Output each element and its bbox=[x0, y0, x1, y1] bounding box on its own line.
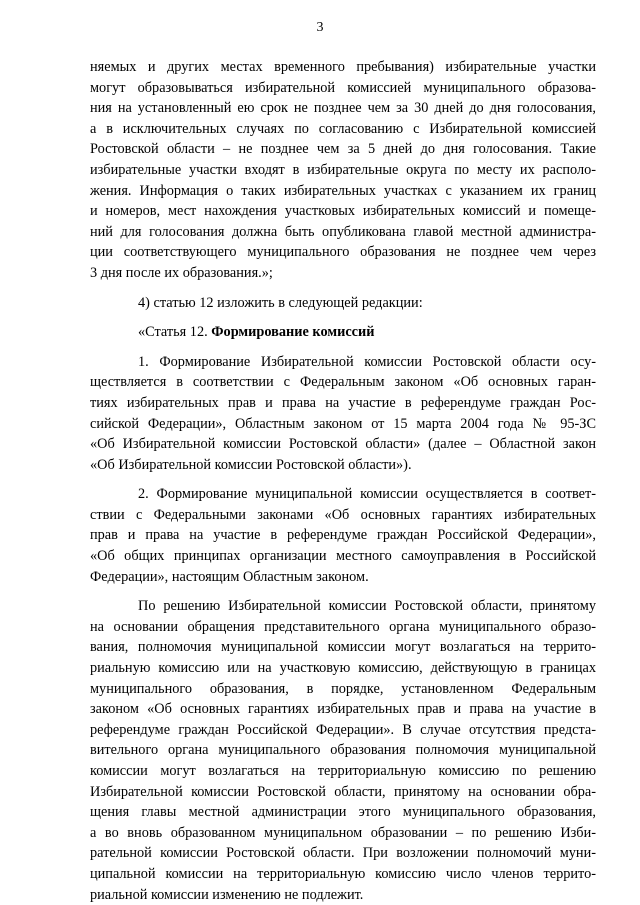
text-line: 1. Формирование Избирательной комиссии Ростовской области осу- bbox=[138, 353, 596, 370]
text-line: «Об Избирательной комиссии Ростовской области»). bbox=[90, 456, 412, 473]
paragraph-clause-1 bbox=[90, 352, 596, 476]
text-line: а во вновь образованном муниципальном образовании – по решению Изби- bbox=[90, 824, 596, 841]
text-line: «Об Избирательной комиссии Ростовской области» (далее – Областной закон bbox=[90, 436, 596, 453]
text-line: вительного органа муниципального образования полномочия муниципальной bbox=[90, 742, 596, 759]
text-line: референдуме граждан Российской Федерации». В случае отсутствия предста- bbox=[90, 721, 596, 738]
text-line: рательной комиссии Ростовской области. При возложении полномочий муни- bbox=[90, 845, 596, 862]
text-line: ствии с Федеральными законами «Об основных гарантиях избирательных bbox=[90, 506, 596, 523]
text-line: «Об общих принципах организации местного самоуправления в Российской bbox=[90, 548, 596, 565]
article-title: Формирование комиссий bbox=[211, 324, 375, 341]
text-line: Избирательной комиссии Ростовской области, принятому на основании обра- bbox=[90, 783, 596, 800]
text-line: жения. Информация о таких избирательных участках с указанием их границ bbox=[90, 182, 596, 199]
text-line: щения главы местной администрации этого муниципального образования, bbox=[90, 804, 596, 821]
text-line: и номеров, мест нахождения участковых избирательных комиссий и помеще- bbox=[90, 203, 596, 220]
text-line: вания, полномочия муниципальной комиссии могут возлагаться на террито- bbox=[90, 639, 596, 656]
text-line: могут образовываться избирательной комиссией муниципального образова- bbox=[90, 79, 596, 96]
text-line: а в исключительных случаях по согласованию с Избирательной комиссией bbox=[90, 120, 596, 137]
text-line: 3 дня после их образования.»; bbox=[90, 264, 273, 281]
text-line: няемых и других местах временного пребывания) избирательные участки bbox=[90, 59, 596, 75]
text-line: риальную комиссию или на участковую комиссию, действующую в границах bbox=[90, 660, 596, 677]
text-line: ципальной комиссии на территориальную комиссию число членов террито- bbox=[90, 865, 596, 882]
paragraph-polling-stations bbox=[90, 57, 596, 284]
text-line: муниципального образования, в порядке, установленном Федеральным bbox=[90, 680, 596, 697]
text-line: Федерации», настоящим Областным законом. bbox=[90, 568, 369, 585]
text-line: 4) статью 12 изложить в следующей редакции: bbox=[138, 294, 423, 311]
text-line: ществляется в соответствии с Федеральным законом «Об основных гаран- bbox=[90, 374, 596, 391]
text-line: По решению Избирательной комиссии Ростовской области, принятому bbox=[138, 598, 596, 615]
text-line: законом «Об основных гарантиях избирательных прав и права на участие в bbox=[90, 701, 596, 718]
text-line: комиссии могут возлагаться на территориальную комиссию по решению bbox=[90, 763, 596, 779]
text-line: ции соответствующего муниципального образования не позднее чем через bbox=[90, 244, 596, 261]
text-line: прав и права на участие в референдуме граждан Российской Федерации», bbox=[90, 527, 596, 544]
document-body bbox=[90, 57, 596, 905]
paragraph-delegation bbox=[90, 596, 596, 905]
text-line: сийской Федерации», Областным законом от 15 марта 2004 года № 95-ЗС bbox=[90, 415, 596, 432]
text-line: Ростовской области – не позднее чем за 5 дней до дня голосования. Такие bbox=[90, 141, 596, 158]
text-line: ний для голосования должна быть опубликована главой местной администра- bbox=[90, 223, 596, 240]
paragraph-clause-2 bbox=[90, 484, 596, 587]
text-line: избирательные участки входят в избирательные округа по месту их располо- bbox=[90, 161, 596, 178]
article-heading bbox=[90, 322, 596, 343]
article-number: «Статья 12. bbox=[138, 324, 212, 341]
text-line: тиях избирательных прав и права на участие в референдуме граждан Рос- bbox=[90, 394, 596, 411]
paragraph-amendment-item-4 bbox=[90, 293, 596, 314]
page-number: 3 bbox=[316, 20, 324, 35]
text-line: ния на установленный ею срок не позднее чем за 30 дней до дня голосования, bbox=[90, 100, 596, 117]
text-line: 2. Формирование муниципальной комиссии осуществляется в соответ- bbox=[138, 486, 596, 503]
text-line: риальной комиссии изменению не подлежит. bbox=[90, 886, 364, 903]
article-heading-line bbox=[90, 322, 596, 343]
text-line: на основании обращения представительного органа муниципального образо- bbox=[90, 618, 596, 635]
